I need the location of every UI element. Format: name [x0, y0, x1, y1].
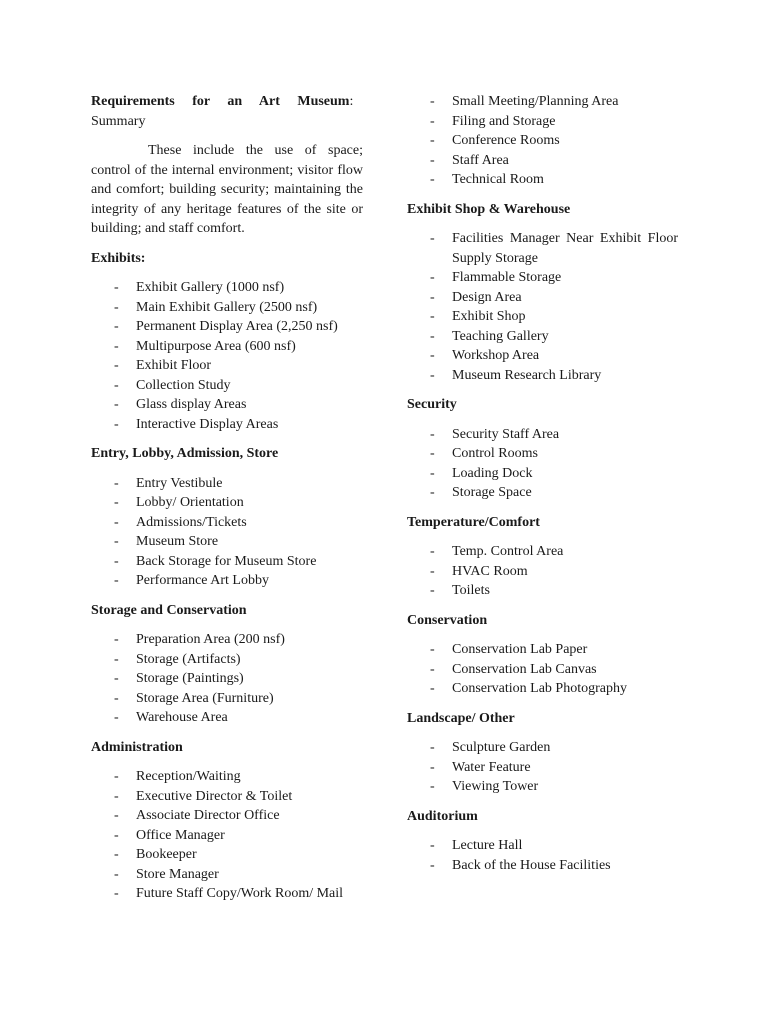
- list-item: [407, 366, 678, 386]
- section-heading: Auditorium: [407, 808, 478, 824]
- list-item: [407, 581, 678, 601]
- list-item-text: Warehouse Area: [136, 710, 228, 725]
- list-item: [407, 836, 678, 856]
- list-item-text: Executive Director & Toilet: [136, 788, 293, 804]
- section-exhibit-shop-warehouse: [407, 200, 678, 386]
- list-item-text: Storage Space: [452, 485, 532, 500]
- bullet-dash: -: [114, 573, 119, 588]
- section-list: [407, 640, 678, 699]
- bullet-dash: -: [430, 857, 435, 873]
- list-item: [91, 884, 363, 904]
- list-item-text: Storage (Artifacts): [136, 651, 241, 667]
- bullet-dash: -: [114, 886, 119, 901]
- list-item: [91, 689, 363, 709]
- bullet-dash: -: [430, 172, 435, 187]
- bullet-dash: -: [430, 563, 435, 579]
- list-item-text: Lobby/ Orientation: [136, 495, 244, 510]
- list-item: [407, 229, 678, 268]
- list-item: [91, 669, 363, 689]
- list-item: [91, 376, 363, 396]
- list-item: [407, 444, 678, 464]
- list-item-text: Glass display Areas: [136, 397, 247, 412]
- bullet-dash: -: [114, 866, 119, 882]
- bullet-dash: -: [114, 338, 119, 354]
- section-auditorium: [407, 807, 678, 876]
- list-item: [407, 307, 678, 327]
- bullet-dash: -: [430, 544, 435, 559]
- bullet-dash: -: [114, 299, 119, 315]
- list-item-text: Office Manager: [136, 827, 225, 843]
- bullet-dash: -: [114, 495, 119, 510]
- bullet-dash: -: [430, 661, 435, 677]
- list-item-text: Conservation Lab Canvas: [452, 661, 597, 677]
- section-list: [407, 836, 678, 875]
- bullet-dash: -: [114, 651, 119, 667]
- section-temperature-comfort: [407, 513, 678, 601]
- bullet-dash: -: [430, 485, 435, 500]
- bullet-dash: -: [430, 270, 435, 285]
- bullet-dash: -: [114, 847, 119, 862]
- list-item-text: Security Staff Area: [452, 426, 560, 442]
- right-column: [407, 92, 678, 875]
- list-item: [407, 542, 678, 562]
- bullet-dash: -: [114, 671, 119, 686]
- document-title: [91, 92, 363, 131]
- section-entry-lobby-admission-store: [91, 444, 363, 591]
- list-item: [91, 865, 363, 885]
- list-item-text: Future Staff Copy/Work Room/ Mail: [136, 886, 344, 901]
- left-sections: [91, 249, 363, 904]
- list-item-text: Interactive Display Areas: [136, 416, 279, 432]
- section-list: [407, 425, 678, 503]
- bullet-dash: -: [430, 231, 435, 246]
- list-item-text: Entry Vestibule: [136, 475, 223, 491]
- list-item-text: Filing and Storage: [452, 113, 556, 129]
- list-item-text: Staff Area: [452, 152, 509, 168]
- list-item: [407, 777, 678, 797]
- bullet-dash: -: [430, 838, 435, 853]
- bullet-dash: -: [430, 113, 435, 129]
- list-item: [91, 650, 363, 670]
- list-item-text: Facilities Manager Near Exhibit Floor Supply Storage: [452, 231, 678, 266]
- bullet-dash: -: [430, 152, 435, 168]
- bullet-dash: -: [114, 710, 119, 725]
- section-storage-and-conservation: [91, 601, 363, 728]
- section-list: [91, 767, 363, 904]
- list-item: [407, 679, 678, 699]
- list-item-text: Exhibit Floor: [136, 358, 212, 373]
- bullet-dash: -: [114, 553, 119, 569]
- bullet-dash: -: [430, 583, 435, 598]
- list-item: [91, 278, 363, 298]
- list-item-text: Teaching Gallery: [452, 328, 549, 344]
- section-list: [91, 630, 363, 728]
- list-item: [91, 337, 363, 357]
- list-item: [91, 630, 363, 650]
- list-item: [91, 356, 363, 376]
- list-item-text: Storage (Paintings): [136, 671, 244, 686]
- list-item: [407, 856, 678, 876]
- bullet-dash: -: [430, 740, 435, 755]
- list-item-text: Multipurpose Area (600 nsf): [136, 338, 296, 354]
- list-item-text: Workshop Area: [452, 348, 540, 363]
- list-item: [91, 845, 363, 865]
- list-item: [407, 288, 678, 308]
- list-item: [91, 474, 363, 494]
- list-item-text: Back Storage for Museum Store: [136, 553, 317, 569]
- list-item-text: Design Area: [452, 289, 522, 305]
- section-heading: Security: [407, 397, 457, 412]
- title-bold-text: Requirements for an Art Museum: [91, 94, 350, 109]
- bullet-dash: -: [430, 426, 435, 442]
- list-item-text: HVAC Room: [452, 563, 528, 579]
- bullet-dash: -: [430, 759, 435, 775]
- list-item: [407, 268, 678, 288]
- list-item: [407, 346, 678, 366]
- bullet-dash: -: [114, 788, 119, 804]
- section-heading: Storage and Conservation: [91, 602, 247, 618]
- bullet-dash: -: [114, 632, 119, 647]
- section-list: [407, 229, 678, 385]
- list-item: [407, 112, 678, 132]
- bullet-dash: -: [114, 416, 119, 432]
- list-item: [91, 532, 363, 552]
- bullet-dash: -: [114, 534, 119, 549]
- bullet-dash: -: [114, 280, 119, 295]
- intro-paragraph: These include the use of space; control of the internal environment; visitor flow and comfort; building security; maintaining the integrity of any heritage features of the site or building; and staff comfort.: [91, 143, 363, 236]
- section-heading: Landscape/ Other: [407, 710, 515, 726]
- list-item: [407, 131, 678, 151]
- list-item: [407, 464, 678, 484]
- section-list: [407, 738, 678, 797]
- list-item-text: Admissions/Tickets: [136, 514, 247, 530]
- list-item: [91, 552, 363, 572]
- section-list: [91, 278, 363, 434]
- list-item-text: Water Feature: [452, 759, 531, 775]
- list-item-text: Sculpture Garden: [452, 740, 551, 755]
- list-item-text: Exhibit Gallery (1000 nsf): [136, 280, 285, 295]
- list-item-text: Reception/Waiting: [136, 769, 241, 784]
- list-item-text: Technical Room: [452, 172, 544, 187]
- list-item-text: Flammable Storage: [452, 270, 562, 285]
- list-item-text: Associate Director Office: [136, 808, 280, 823]
- list-item: [407, 327, 678, 347]
- left-column: [91, 92, 363, 904]
- list-item-text: Store Manager: [136, 866, 219, 882]
- bullet-dash: -: [430, 779, 435, 794]
- section-heading: Administration: [91, 739, 183, 755]
- section-list: [91, 474, 363, 591]
- list-item-text: Toilets: [452, 583, 490, 598]
- section-list: [407, 542, 678, 601]
- section-exhibits: [91, 249, 363, 435]
- list-item: [407, 758, 678, 778]
- bullet-dash: -: [114, 827, 119, 843]
- list-item-text: Preparation Area (200 nsf): [136, 632, 285, 647]
- bullet-dash: -: [430, 446, 435, 461]
- list-item: [91, 415, 363, 435]
- bullet-dash: -: [430, 348, 435, 363]
- list-item: [91, 513, 363, 533]
- list-item-text: Storage Area (Furniture): [136, 690, 274, 706]
- section-administration: [91, 738, 363, 904]
- list-item-text: Lecture Hall: [452, 838, 523, 853]
- section-landscape-other: [407, 709, 678, 797]
- bullet-dash: -: [114, 690, 119, 706]
- section-conservation: [407, 611, 678, 699]
- list-item: [91, 298, 363, 318]
- bullet-dash: -: [114, 397, 119, 412]
- list-item-text: Exhibit Shop: [452, 309, 526, 324]
- section-heading: Entry, Lobby, Admission, Store: [91, 446, 279, 461]
- list-item-text: Permanent Display Area (2,250 nsf): [136, 319, 338, 334]
- list-item-text: Bookeeper: [136, 847, 197, 862]
- list-item: [91, 767, 363, 787]
- bullet-dash: -: [430, 681, 435, 696]
- list-item: [407, 738, 678, 758]
- list-item: [407, 562, 678, 582]
- list-item-text: Main Exhibit Gallery (2500 nsf): [136, 299, 318, 315]
- list-item: [407, 483, 678, 503]
- section-heading: Exhibit Shop & Warehouse: [407, 201, 571, 217]
- list-item: [407, 660, 678, 680]
- list-item: [91, 493, 363, 513]
- bullet-dash: -: [430, 133, 435, 148]
- list-item-text: Control Rooms: [452, 446, 538, 461]
- list-item-text: Small Meeting/Planning Area: [452, 94, 619, 109]
- section-heading: Temperature/Comfort: [407, 514, 540, 530]
- section-heading: Conservation: [407, 612, 488, 628]
- list-item: [91, 571, 363, 591]
- bullet-dash: -: [114, 808, 119, 823]
- title-colon: :: [349, 94, 354, 109]
- list-item-text: Conservation Lab Photography: [452, 681, 627, 696]
- bullet-dash: -: [430, 289, 435, 305]
- section-security: [407, 395, 678, 503]
- list-item: [407, 92, 678, 112]
- bullet-dash: -: [114, 475, 119, 491]
- title-subtitle: Summary: [91, 113, 146, 129]
- list-item-text: Performance Art Lobby: [136, 573, 269, 588]
- list-item-text: Museum Research Library: [452, 367, 602, 383]
- list-item: [407, 151, 678, 171]
- list-item: [91, 317, 363, 337]
- bullet-dash: -: [114, 769, 119, 784]
- section-heading: Exhibits:: [91, 250, 146, 266]
- bullet-dash: -: [114, 514, 119, 530]
- list-item: [91, 826, 363, 846]
- list-item: [91, 787, 363, 807]
- bullet-dash: -: [114, 319, 119, 334]
- right-sections: [407, 200, 678, 876]
- list-item: [91, 708, 363, 728]
- administration-continued-list: [407, 92, 678, 190]
- bullet-dash: -: [430, 309, 435, 324]
- list-item-text: Viewing Tower: [452, 779, 539, 794]
- bullet-dash: -: [430, 94, 435, 109]
- list-item-text: Conservation Lab Paper: [452, 642, 588, 657]
- list-item-text: Collection Study: [136, 377, 231, 393]
- list-item-text: Back of the House Facilities: [452, 857, 611, 873]
- list-item: [407, 640, 678, 660]
- list-item: [91, 395, 363, 415]
- bullet-dash: -: [430, 465, 435, 481]
- list-item-text: Loading Dock: [452, 465, 533, 481]
- list-item-text: Conference Rooms: [452, 133, 560, 148]
- list-item: [91, 806, 363, 826]
- list-item-text: Temp. Control Area: [452, 544, 564, 559]
- list-item: [407, 425, 678, 445]
- bullet-dash: -: [430, 328, 435, 344]
- bullet-dash: -: [114, 358, 119, 373]
- list-item: [407, 170, 678, 190]
- bullet-dash: -: [430, 642, 435, 657]
- list-item-text: Museum Store: [136, 534, 219, 549]
- bullet-dash: -: [114, 377, 119, 393]
- bullet-dash: -: [430, 367, 435, 383]
